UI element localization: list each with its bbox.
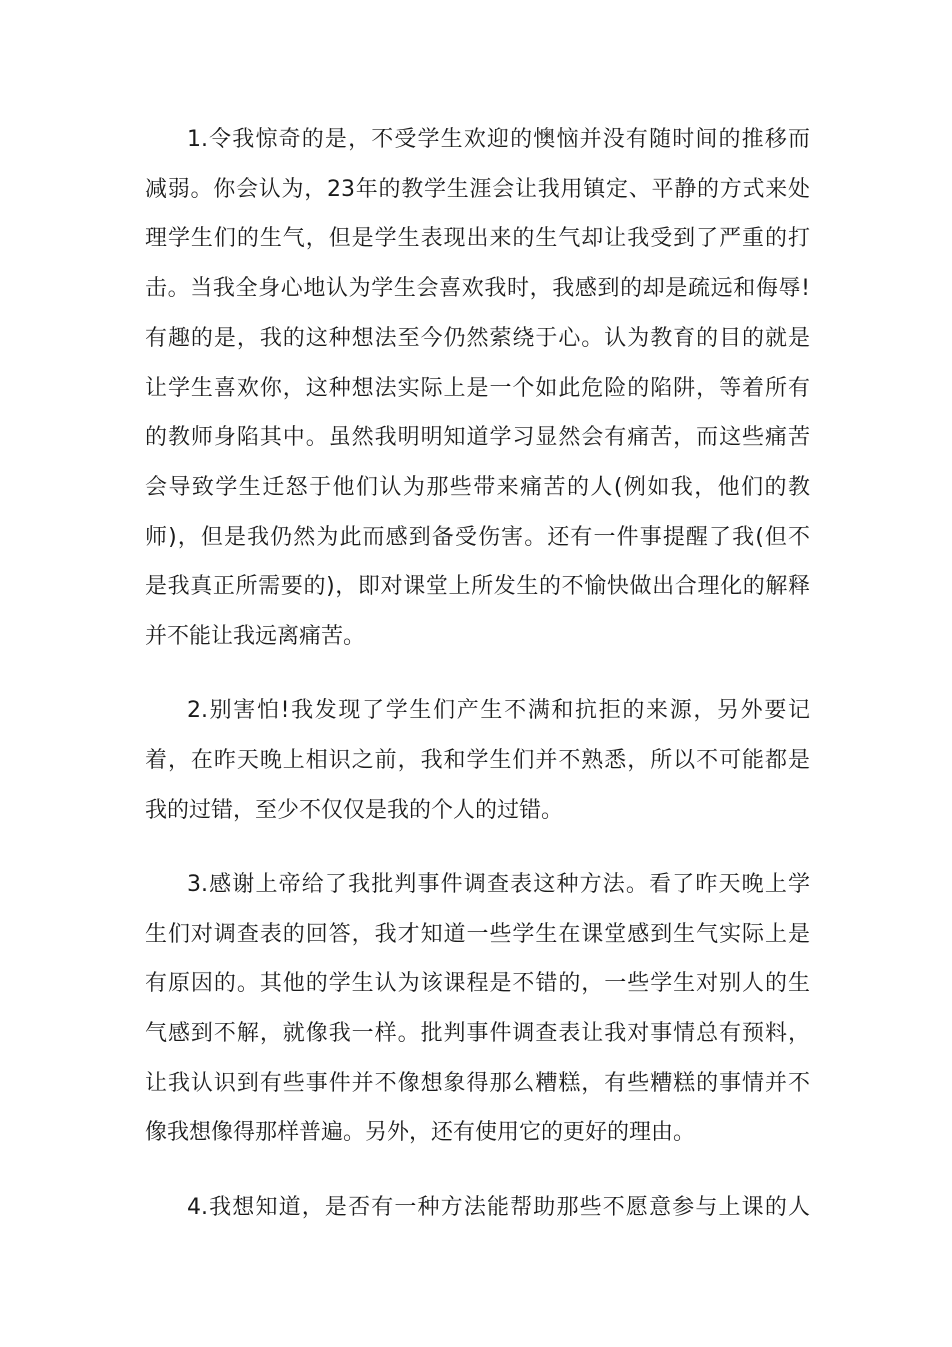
paragraph-1-line-7: 的教师身陷其中。虽然我明明知道学习显然会有痛苦，而这些痛苦 [145,425,810,450]
paragraph-1-line-11: 并不能让我远离痛苦。 [145,624,366,649]
paragraph-2-line-2: 着，在昨天晚上相识之前，我和学生们并不熟悉，所以不可能都是 [145,748,810,773]
paragraph-1-line-4: 击。当我全身心地认为学生会喜欢我时，我感到的却是疏远和侮辱! [145,276,810,301]
paragraph-3-line-2: 生们对调查表的回答，我才知道一些学生在课堂感到生气实际上是 [145,922,810,947]
paragraph-1-line-8: 会导致学生迁怒于他们认为那些带来痛苦的人(例如我，他们的教 [145,475,810,500]
paragraph-1-line-1: 1.令我惊奇的是，不受学生欢迎的懊恼并没有随时间的推移而 [187,127,810,152]
paragraph-3-line-5: 让我认识到有些事件并不像想象得那么糟糕，有些糟糕的事情并不 [145,1071,810,1096]
paragraph-2-line-3: 我的过错，至少不仅仅是我的个人的过错。 [145,798,564,823]
paragraph-1-line-6: 让学生喜欢你，这种想法实际上是一个如此危险的陷阱，等着所有 [145,376,810,401]
paragraph-3-line-6: 像我想像得那样普遍。另外，还有使用它的更好的理由。 [145,1120,696,1145]
paragraph-1-line-9: 师)，但是我仍然为此而感到备受伤害。还有一件事提醒了我(但不 [145,525,810,550]
paragraph-4-line-1: 4.我想知道，是否有一种方法能帮助那些不愿意参与上课的人 [187,1195,810,1220]
paragraph-3-line-1: 3.感谢上帝给了我批判事件调查表这种方法。看了昨天晚上学 [187,872,810,897]
paragraph-3-line-4: 气感到不解，就像我一样。批判事件调查表让我对事情总有预料， [145,1021,810,1046]
paragraph-1-line-2: 减弱。你会认为，23年的教学生涯会让我用镇定、平静的方式来处 [145,177,810,202]
paragraph-1-line-5: 有趣的是，我的这种想法至今仍然萦绕于心。认为教育的目的就是 [145,326,810,351]
paragraph-3-line-3: 有原因的。其他的学生认为该课程是不错的，一些学生对别人的生 [145,971,810,996]
paragraph-2-line-1: 2.别害怕!我发现了学生们产生不满和抗拒的来源，另外要记 [187,698,810,723]
paragraph-1-line-10: 是我真正所需要的)，即对课堂上所发生的不愉快做出合理化的解释 [145,574,810,599]
paragraph-1-line-3: 理学生们的生气，但是学生表现出来的生气却让我受到了严重的打 [145,226,810,251]
